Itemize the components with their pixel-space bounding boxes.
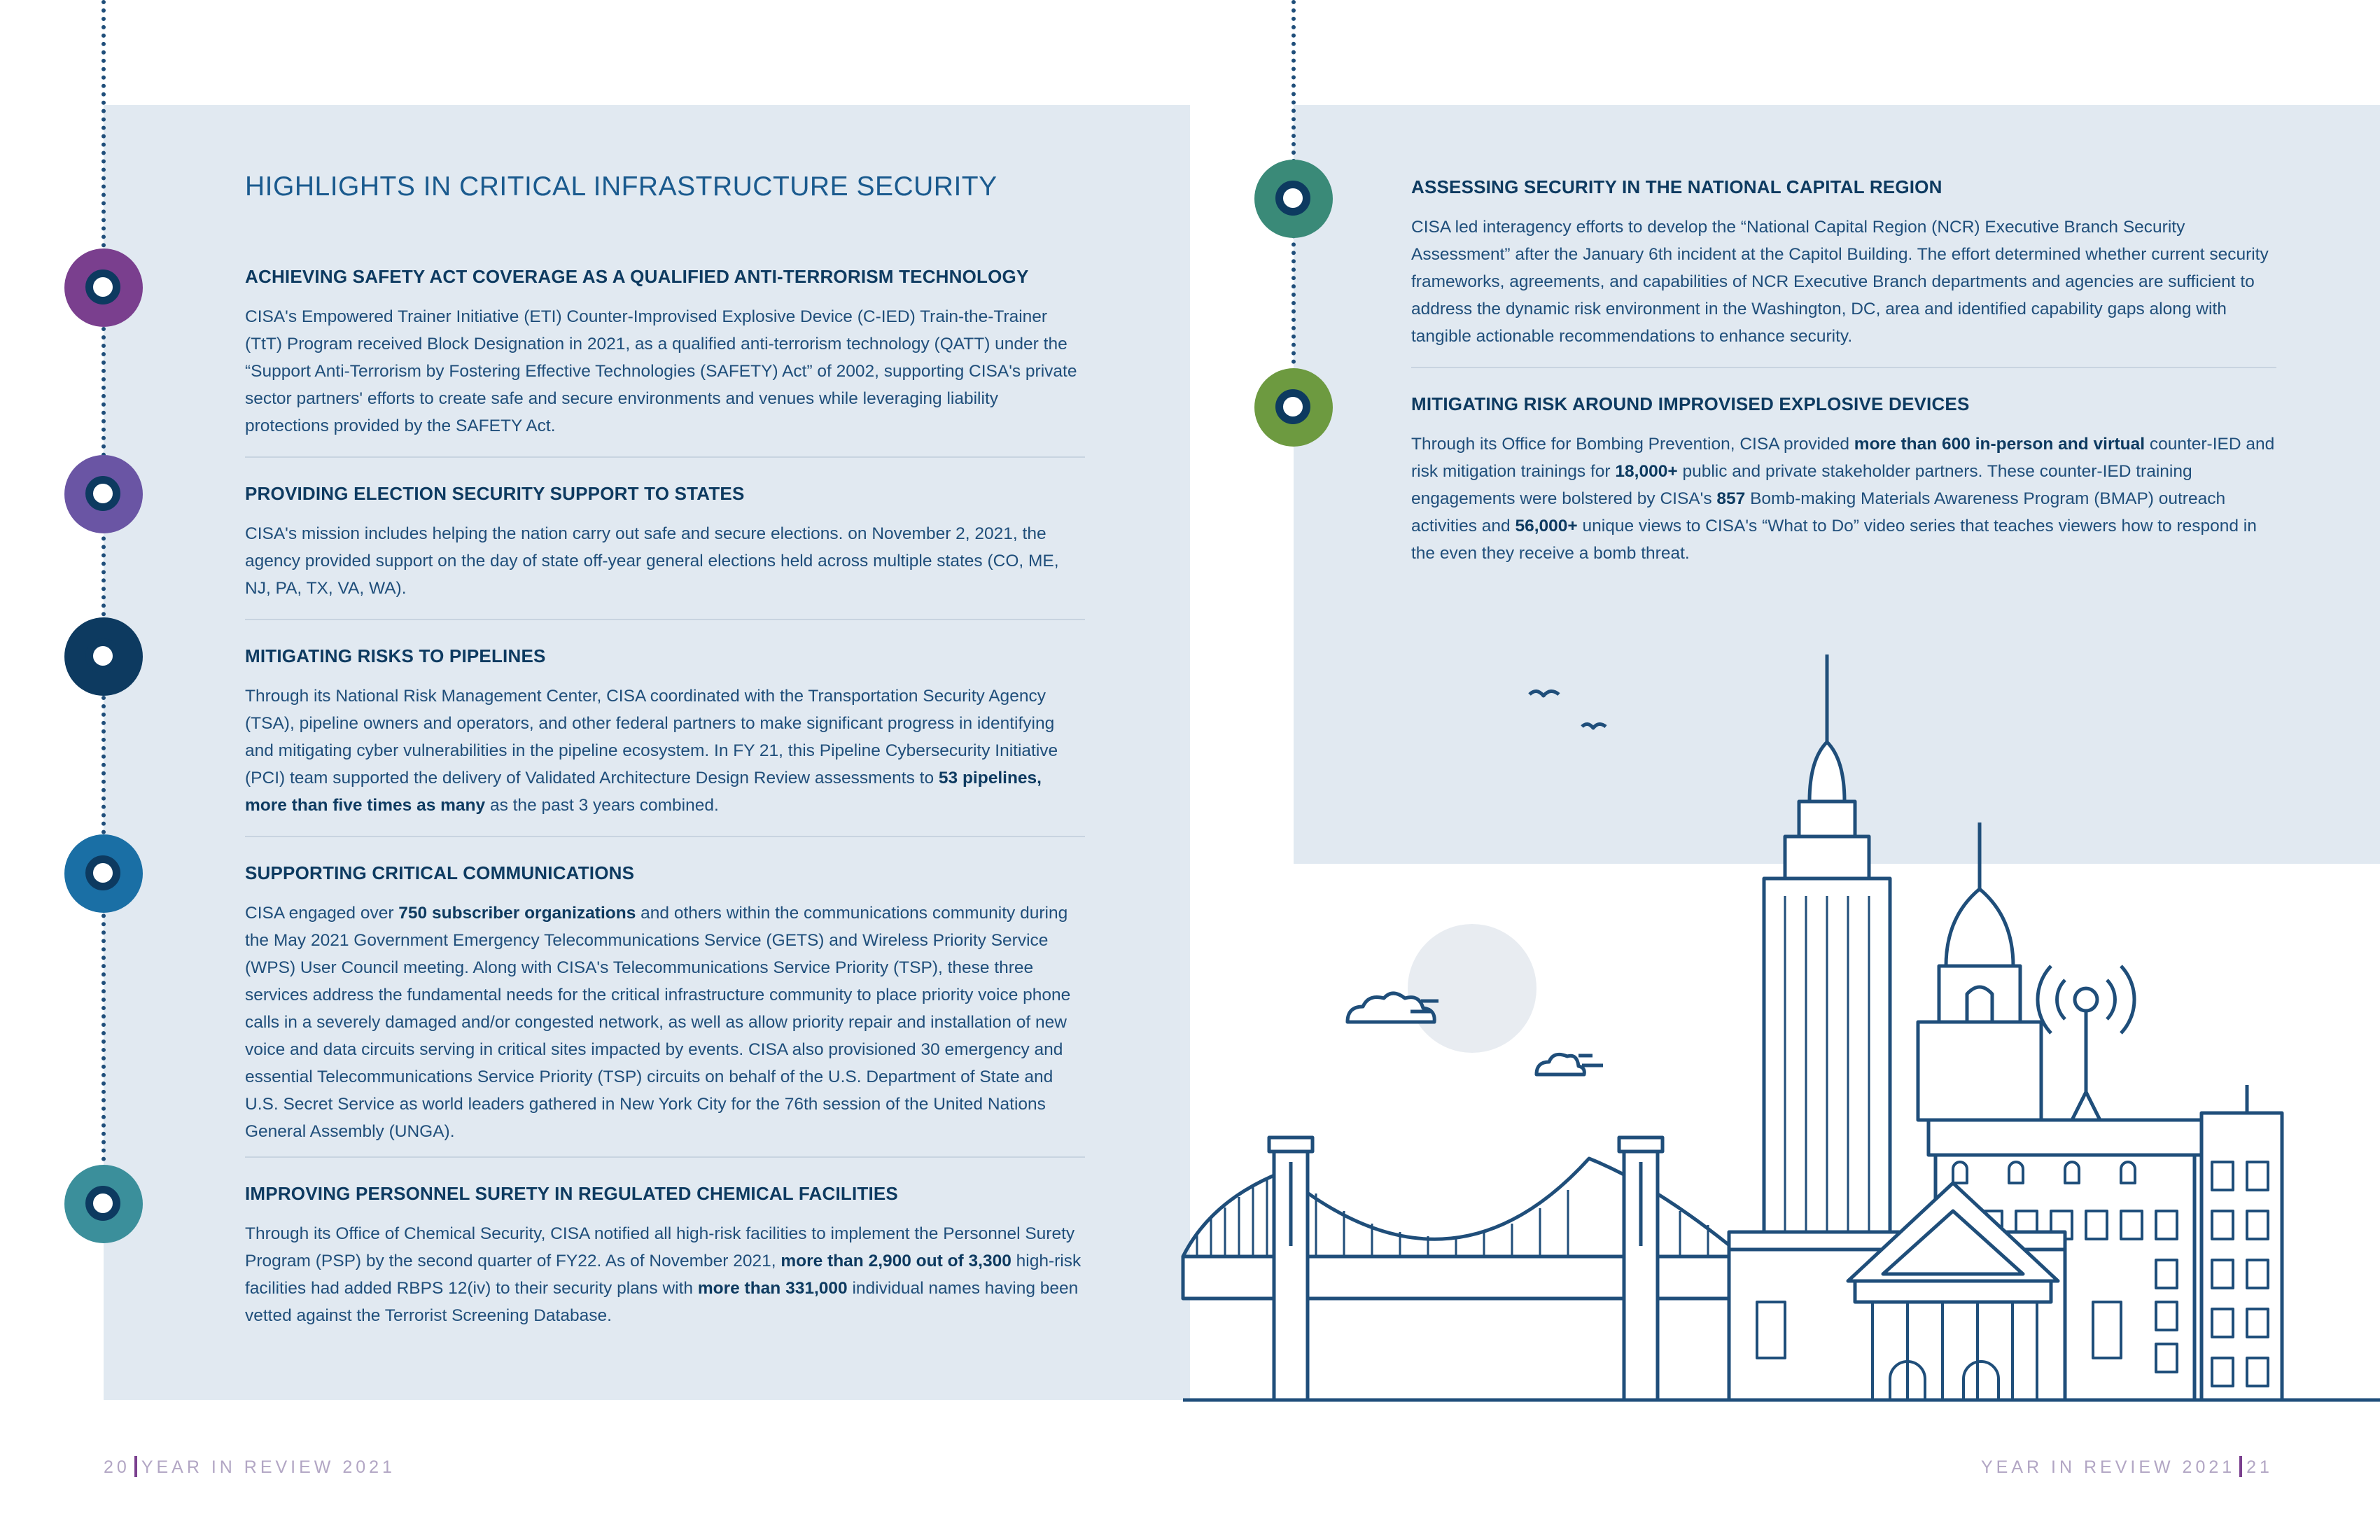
page-number-right: 21 [2246,1457,2273,1477]
section-body: CISA's mission includes helping the nation carry out safe and secure elections. on November 2, 2021, the agency provided support on the day of state off-year general elections held across multiple states (CO, ME, NJ, PA, TX, VA, WA). [245,524,1059,598]
section-title: MITIGATING RISKS TO PIPELINES [245,645,546,666]
marker-ncr-icon [1254,160,1333,238]
marker-election-icon [64,455,143,533]
footer-left [104,1456,396,1478]
section-body [245,1220,1085,1329]
footer-right [1981,1456,2273,1478]
section-communications [245,862,1085,1145]
body-bold: 53 pipelines, more than five times as many [245,769,1042,815]
body-text: CISA engaged over [245,904,399,923]
body-text: as the past 3 years combined. [485,796,719,815]
section-title: IMPROVING PERSONNEL SURETY IN REGULATED CHEMICAL FACILITIES [245,1183,898,1204]
marker-chemical-icon [64,1165,143,1243]
section-title: ACHIEVING SAFETY ACT COVERAGE AS A QUALIFIED ANTI-TERRORISM TECHNOLOGY [245,266,1029,287]
body-text: Through its National Risk Management Center, CISA coordinated with the Transportation Security Agency (TSA), pipeline owners and operators, and other federal partners to make significant progress in identifying and mitigating cyber vulnerabilities in the pipeline ecosystem. In FY 21, this Pipeline Cybersecurity Initiative (PCI) team supported the delivery of Validated Architecture Design Review assessments to [245,687,1058,788]
divider [1411,367,2276,368]
body-bold: 857 [1716,489,1746,508]
body-text: individual names having been vetted against the Terrorist Screening Database. [245,1279,1079,1325]
section-national-capital-region [1411,176,2279,350]
body-text: Through its Office for Bombing Prevention, CISA provided [1411,435,1854,454]
section-pipelines [245,645,1085,819]
section-title: SUPPORTING CRITICAL COMMUNICATIONS [245,862,635,883]
sun-icon [1408,924,1536,1053]
section-improvised-explosives [1411,393,2279,567]
body-text: and others within the communications community during the May 2021 Government Emergency Telecommunications Service (GETS) and Wireless Priority Service (WPS) User Council meeting. Along with CISA's Telecommunications Service Priority (TSP), these three services address the fundamental needs for the critical infrastructure community to place priority voice phone calls in a severely damaged and/or congested network, as well as allow priority repair and installation of new voice and data circuits serving in critical sites impacted by events. CISA also provisioned 30 emergency and essential Telecommunications Service Priority (TSP) circuits on behalf of the U.S. Department of State and U.S. Secret Service as world leaders gathered in New York City for the 76th session of the United Nations General Assembly (UNGA). [245,904,1071,1141]
body-bold: 750 subscriber organizations [398,904,636,923]
body-text: high-risk facilities had added RBPS 12(iv) to their security plans with [245,1252,1082,1298]
footer-label-left: YEAR IN REVIEW 2021 [141,1457,396,1477]
footer-divider [134,1456,137,1477]
body-bold: 18,000+ [1615,462,1678,481]
marker-safety-act-icon [64,248,143,327]
section-election-security [245,483,1085,602]
bird-icon [1582,724,1606,728]
divider [245,619,1085,620]
divider [245,456,1085,458]
body-bold: more than 2,900 out of 3,300 [780,1252,1011,1270]
body-text: Through its Office of Chemical Security, CISA notified all high-risk facilities to implement the Personnel Surety Program (PSP) by the second quarter of FY22. As of November 2021, [245,1224,1075,1270]
divider [245,836,1085,837]
section-body [245,899,1085,1145]
marker-ied-icon [1254,368,1333,447]
divider [245,1156,1085,1158]
city-skyline-illustration [1176,630,2380,1407]
body-bold: more than 331,000 [697,1279,848,1298]
section-title: PROVIDING ELECTION SECURITY SUPPORT TO STATES [245,483,745,504]
body-bold: 56,000+ [1515,517,1578,536]
marker-communications-icon [64,834,143,913]
section-body: CISA's Empowered Trainer Initiative (ETI) Counter-Improvised Explosive Device (C-IED) Train-the-Trainer (TtT) Program received Block Designation in 2021, as a qualified anti-terrorism technology (QATT) under the “Support Anti-Terrorism by Fostering Effective Technologies (SAFETY) Act” of 2002, supporting CISA's private sector partners' efforts to create safe and secure environments and venues while leveraging liability protections provided by the SAFETY Act. [245,307,1077,435]
section-safety-act [245,266,1085,440]
body-bold: more than 600 in-person and virtual [1854,435,2146,454]
section-body: CISA led interagency efforts to develop the “National Capital Region (NCR) Executive Branch Security Assessment” after the January 6th incident at the Capitol Building. The effort determined whether current security frameworks, agreements, and capabilities of NCR Executive Branch departments and agencies are sufficient to address the dynamic risk environment in the Washington, DC, area and identified capability gaps along with tangible actionable recommendations to enhance security. [1411,218,2269,346]
section-title: ASSESSING SECURITY IN THE NATIONAL CAPITAL REGION [1411,176,1942,197]
section-title: MITIGATING RISK AROUND IMPROVISED EXPLOSIVE DEVICES [1411,393,1970,414]
body-text: counter-IED and risk mitigation trainings for [1411,435,2275,481]
footer-divider [2239,1456,2242,1477]
marker-pipelines-icon [64,617,143,696]
body-text: unique views to CISA's “What to Do” video series that teaches viewers how to respond in the even they receive a bomb threat. [1411,517,2257,563]
section-body [1411,430,2279,567]
section-chemical-facilities [245,1183,1085,1329]
cloud-icon [1536,1054,1584,1074]
section-body [245,682,1085,819]
page-number-left: 20 [104,1457,130,1477]
body-text: public and private stakeholder partners. These counter-IED training engagements were bolstered by CISA's [1411,462,2192,508]
left-timeline-dots [102,0,106,1162]
body-text: Bomb-making Materials Awareness Program (BMAP) outreach activities and [1411,489,2226,536]
footer-label-right: YEAR IN REVIEW 2021 [1981,1457,2236,1477]
bird-icon [1530,691,1559,696]
page-title: HIGHLIGHTS IN CRITICAL INFRASTRUCTURE SECURITY [245,172,997,202]
